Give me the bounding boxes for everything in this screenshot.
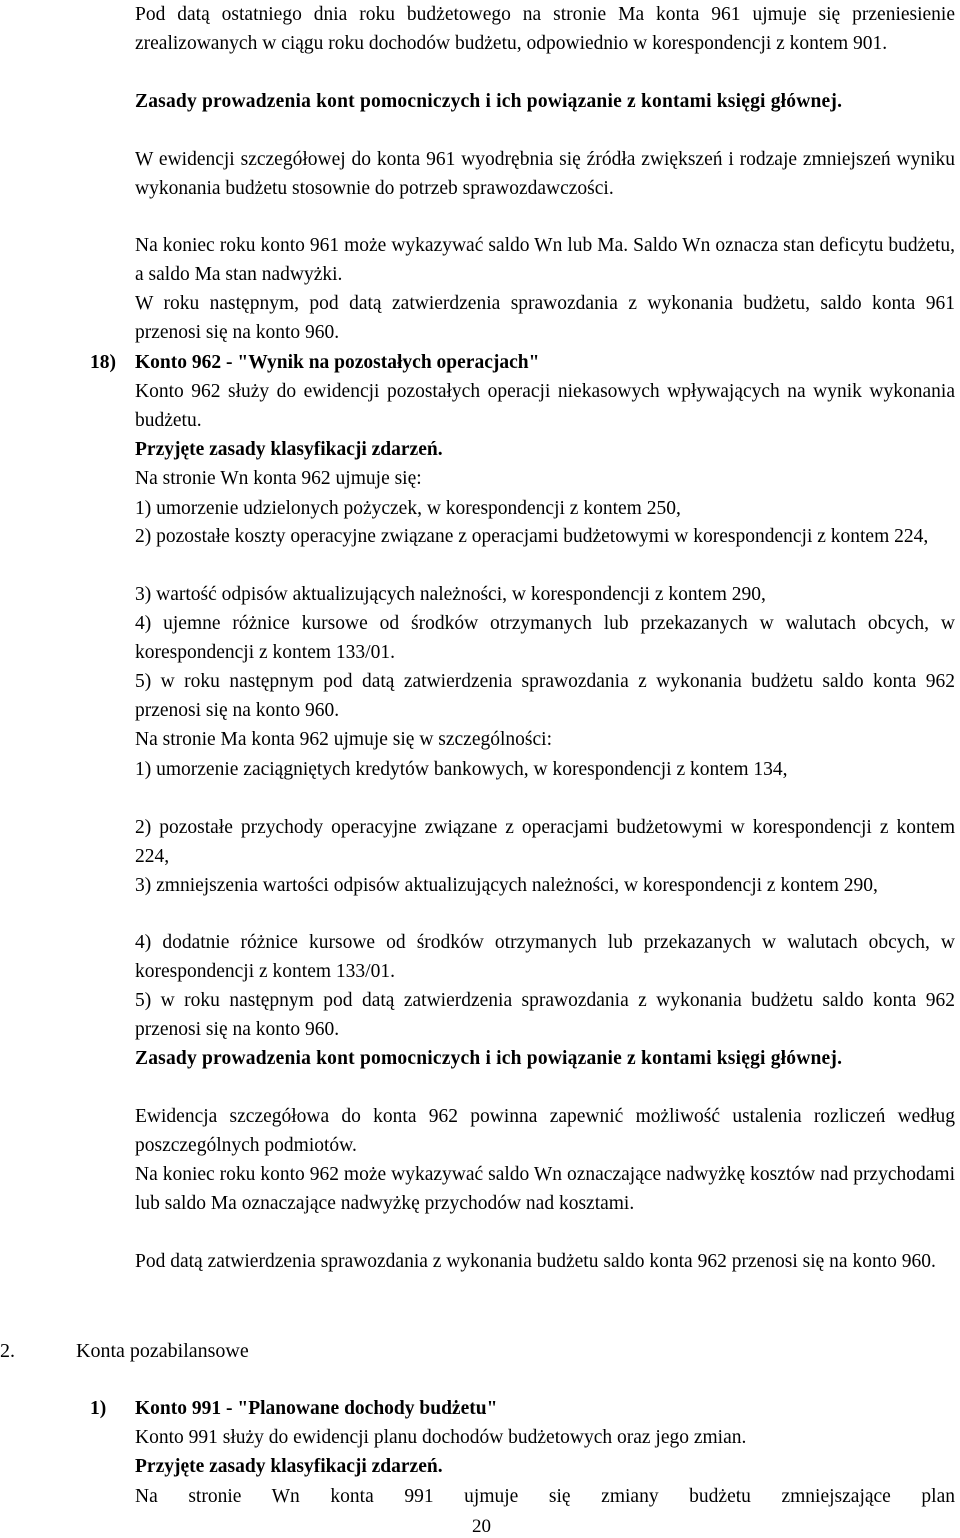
heading-number-1: 1) xyxy=(90,1398,107,1419)
paragraph-balance-962: Na koniec roku konto 962 może wykazywać saldo Wn oznaczające nadwyżkę kosztów nad przychodami lub saldo Ma oznaczające nadwyżkę przychodów nad kosztami. xyxy=(135,1164,955,1215)
heading-classification-962: Przyjęte zasady klasyfikacji zdarzeń. xyxy=(135,439,443,460)
paragraph-transfer-962: Pod datą zatwierdzenia sprawozdania z wykonania budżetu saldo konta 962 przenosi się na konto 960. xyxy=(135,1251,936,1272)
section-number-2: 2. xyxy=(0,1340,15,1362)
wn-item-2: 2) pozostałe koszty operacyjne związane z operacjami budżetowymi w korespondencji z kontem 224, xyxy=(135,526,929,547)
heading-subsidiary-accounts-961: Zasady prowadzenia kont pomocniczych i ich powiązanie z kontami księgi głównej. xyxy=(135,91,843,112)
wn-item-5: 5) w roku następnym pod datą zatwierdzenia sprawozdania z wykonania budżetu saldo konta 962 przenosi się na konto 960. xyxy=(135,671,955,722)
ma-intro-962: Na stronie Ma konta 962 ujmuje się w szczególności: xyxy=(135,729,552,750)
wn-item-1: 1) umorzenie udzielonych pożyczek, w korespondencji z kontem 250, xyxy=(135,498,681,519)
section-title-off-balance: Konta pozabilansowe xyxy=(76,1340,249,1362)
ma-item-5: 5) w roku następnym pod datą zatwierdzenia sprawozdania z wykonania budżetu saldo konta 962 przenosi się na konto 960. xyxy=(135,990,955,1041)
paragraph-purpose-991: Konto 991 służy do ewidencji planu dochodów budżetowych oraz jego zmian. xyxy=(135,1427,747,1448)
paragraph-closing-961: Pod datą ostatniego dnia roku budżetowego na stronie Ma konta 961 ujmuje się przeniesienie zrealizowanych w ciągu roku dochodów budżetu, odpowiednio w korespondencji z kontem 901. xyxy=(135,4,955,55)
wn-intro-962: Na stronie Wn konta 962 ujmuje się: xyxy=(135,468,422,489)
ma-item-3: 3) zmniejszenia wartości odpisów aktualizujących należności, w korespondencji z kontem 290, xyxy=(135,875,878,896)
paragraph-detail-961: W ewidencji szczegółowej do konta 961 wyodrębnia się źródła zwiększeń i rodzaje zmniejszeń wyniku wykonania budżetu stosownie do potrzeb sprawozdawczości. xyxy=(135,149,955,200)
paragraph-detail-962: Ewidencja szczegółowa do konta 962 powinna zapewnić możliwość ustalenia rozliczeń według poszczególnych podmiotów. xyxy=(135,1106,955,1157)
ma-item-4: 4) dodatnie różnice kursowe od środków otrzymanych lub przekazanych w walutach obcych, w korespondencji z kontem 133/01. xyxy=(135,932,955,983)
paragraph-balance-961: Na koniec roku konto 961 może wykazywać saldo Wn lub Ma. Saldo Wn oznacza stan deficytu budżetu, a saldo Ma stan nadwyżki. xyxy=(135,235,955,286)
heading-classification-991: Przyjęte zasady klasyfikacji zdarzeń. xyxy=(135,1456,443,1477)
ma-item-2: 2) pozostałe przychody operacyjne związane z operacjami budżetowymi w korespondencji z kontem 224, xyxy=(135,817,955,868)
wn-item-3: 3) wartość odpisów aktualizujących należności, w korespondencji z kontem 290, xyxy=(135,584,766,605)
heading-account-991: Konto 991 - "Planowane dochody budżetu" xyxy=(135,1398,498,1419)
ma-item-1: 1) umorzenie zaciągniętych kredytów bankowych, w korespondencji z kontem 134, xyxy=(135,759,788,780)
paragraph-wn-991: Na stronie Wn konta 991 ujmuje się zmiany budżetu zmniejszające plan xyxy=(135,1486,955,1507)
heading-account-962: Konto 962 - "Wynik na pozostałych operacjach" xyxy=(135,352,540,373)
wn-item-4: 4) ujemne różnice kursowe od środków otrzymanych lub przekazanych w walutach obcych, w korespondencji z kontem 133/01. xyxy=(135,613,955,664)
heading-number-18: 18) xyxy=(90,352,116,373)
heading-subsidiary-accounts-962: Zasady prowadzenia kont pomocniczych i ich powiązanie z kontami księgi głównej. xyxy=(135,1048,843,1069)
page-number: 20 xyxy=(472,1516,491,1537)
paragraph-transfer-961: W roku następnym, pod datą zatwierdzenia sprawozdania z wykonania budżetu, saldo konta 961 przenosi się na konto 960. xyxy=(135,293,955,344)
paragraph-purpose-962: Konto 962 służy do ewidencji pozostałych operacji niekasowych wpływających na wynik wykonania budżetu. xyxy=(135,381,955,432)
